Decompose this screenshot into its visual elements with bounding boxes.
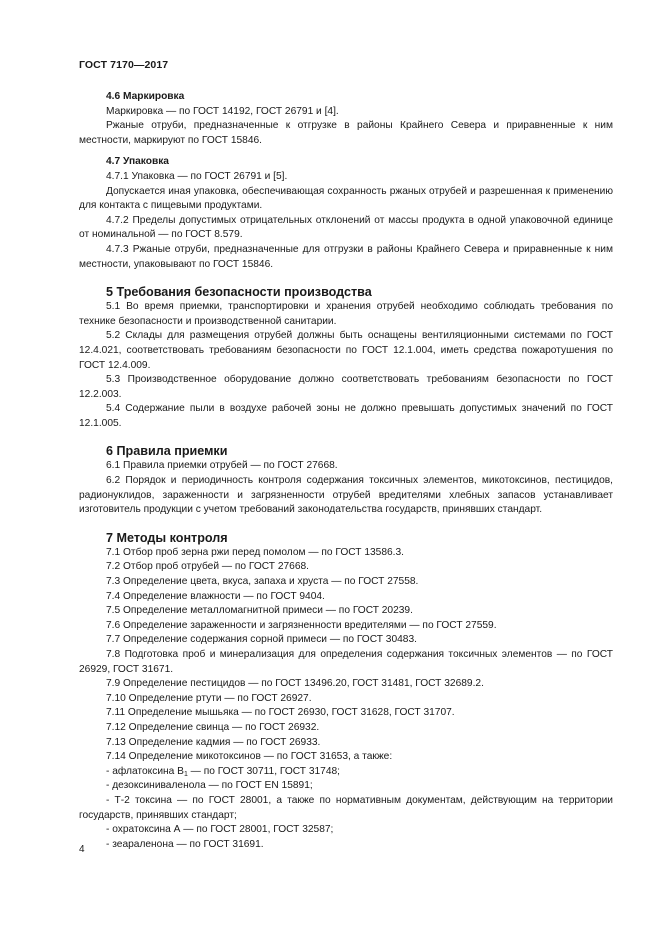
list-item: - зеараленона — по ГОСТ 31691. [106, 838, 264, 850]
section-7-heading: 7 Методы контроля [106, 530, 228, 545]
paragraph: 7.4 Определение влажности — по ГОСТ 9404. [106, 590, 325, 602]
paragraph: 6.2 Порядок и периодичность контроля содержания токсичных элементов, микотоксинов, пестицидов, радионуклидов, зараженности и загрязненности отрубей вредителями хлебных запасов устанавливает изготовитель продукции с учетом требований законодательства государств, принявших стандарт. [79, 475, 613, 516]
page-number: 4 [79, 844, 85, 855]
section-4-7-heading: 4.7 Упаковка [106, 156, 169, 168]
document-header: ГОСТ 7170—2017 [79, 59, 169, 71]
list-item: - дезоксиниваленола — по ГОСТ EN 15891; [106, 780, 313, 792]
section-6-heading: 6 Правила приемки [106, 444, 228, 459]
paragraph: 7.6 Определение зараженности и загрязненности вредителями — по ГОСТ 27559. [106, 619, 497, 631]
paragraph: 5.4 Содержание пыли в воздухе рабочей зоны не должно превышать допустимых значений по ГОСТ 12.1.005. [79, 403, 613, 429]
paragraph: Допускается иная упаковка, обеспечивающая сохранность ржаных отрубей и разрешенная к применению для контакта с пищевыми продуктами. [79, 185, 613, 212]
paragraph: 7.14 Определение микотоксинов — по ГОСТ 31653, а также: [106, 751, 393, 763]
paragraph: Ржаные отруби, предназначенные к отгрузке в районы Крайнего Севера и приравненные к ним местности, маркируют по ГОСТ 15846. [79, 120, 613, 146]
paragraph: 4.7.2 Пределы допустимых отрицательных отклонений от массы продукта в одной упаковочной единице от номинальной — по ГОСТ 8.579. [79, 214, 613, 241]
list-item-aflatoxin [79, 765, 613, 780]
paragraph: 7.10 Определение ртути — по ГОСТ 26927. [106, 692, 312, 704]
paragraph: 7.3 Определение цвета, вкуса, запаха и хруста — по ГОСТ 27558. [106, 576, 419, 588]
section-4-6-heading: 4.6 Маркировка [106, 91, 185, 102]
paragraph: 7.2 Отбор проб отрубей — по ГОСТ 27668. [106, 561, 309, 573]
paragraph: 7.12 Определение свинца — по ГОСТ 26932. [106, 721, 320, 733]
paragraph: 6.1 Правила приемки отрубей — по ГОСТ 27668. [106, 460, 338, 472]
paragraph: 7.1 Отбор проб зерна ржи перед помолом — по ГОСТ 13586.3. [106, 546, 404, 558]
paragraph: 5.2 Склады для размещения отрубей должны быть оснащены вентиляционными системами по ГОСТ 12.4.021, соответствовать требованиям безопасности по ГОСТ 12.1.004, иметь средства пожаротушения по ГОСТ 12.4.009. [79, 330, 613, 371]
paragraph: 5.1 Во время приемки, транспортировки и хранения отрубей необходимо соблюдать требования по технике безопасности и производственной санитарии. [79, 301, 613, 327]
section-5-heading: 5 Требования безопасности производства [106, 285, 372, 300]
aflatoxin-subscript: 1 [183, 770, 188, 778]
paragraph: 7.11 Определение мышьяка — по ГОСТ 26930, ГОСТ 31628, ГОСТ 31707. [106, 707, 455, 719]
paragraph: 7.7 Определение содержания сорной примеси — по ГОСТ 30483. [106, 634, 417, 646]
paragraph: 4.7.3 Ржаные отруби, предназначенные для отгрузки в районы Крайнего Севера и приравненные к ним местности, упаковывают по ГОСТ 15846. [79, 243, 613, 270]
paragraph: 7.9 Определение пестицидов — по ГОСТ 13496.20, ГОСТ 31481, ГОСТ 32689.2. [106, 678, 484, 690]
paragraph: 4.7.1 Упаковка — по ГОСТ 26791 и [5]. [106, 170, 288, 182]
paragraph: Маркировка — по ГОСТ 14192, ГОСТ 26791 и [4]. [106, 105, 339, 117]
document-body [79, 90, 613, 852]
paragraph: 7.13 Определение кадмия — по ГОСТ 26933. [106, 736, 321, 748]
paragraph: 7.8 Подготовка проб и минерализация для определения содержания токсичных элементов — по ГОСТ 26929, ГОСТ 31671. [79, 649, 613, 675]
list-item: - Т-2 токсина — по ГОСТ 28001, а также по нормативным документам, действующим на территории государств, принявших стандарт; [79, 794, 613, 821]
aflatoxin-suffix: — по ГОСТ 30711, ГОСТ 31748; [187, 765, 340, 777]
paragraph: 5.3 Производственное оборудование должно соответствовать требованиям безопасности по ГОСТ 12.2.003. [79, 374, 613, 400]
list-item: - охратоксина А — по ГОСТ 28001, ГОСТ 32587; [106, 824, 334, 836]
paragraph: 7.5 Определение металломагнитной примеси — по ГОСТ 20239. [106, 605, 413, 617]
aflatoxin-prefix: - афлатоксина B [106, 765, 184, 777]
